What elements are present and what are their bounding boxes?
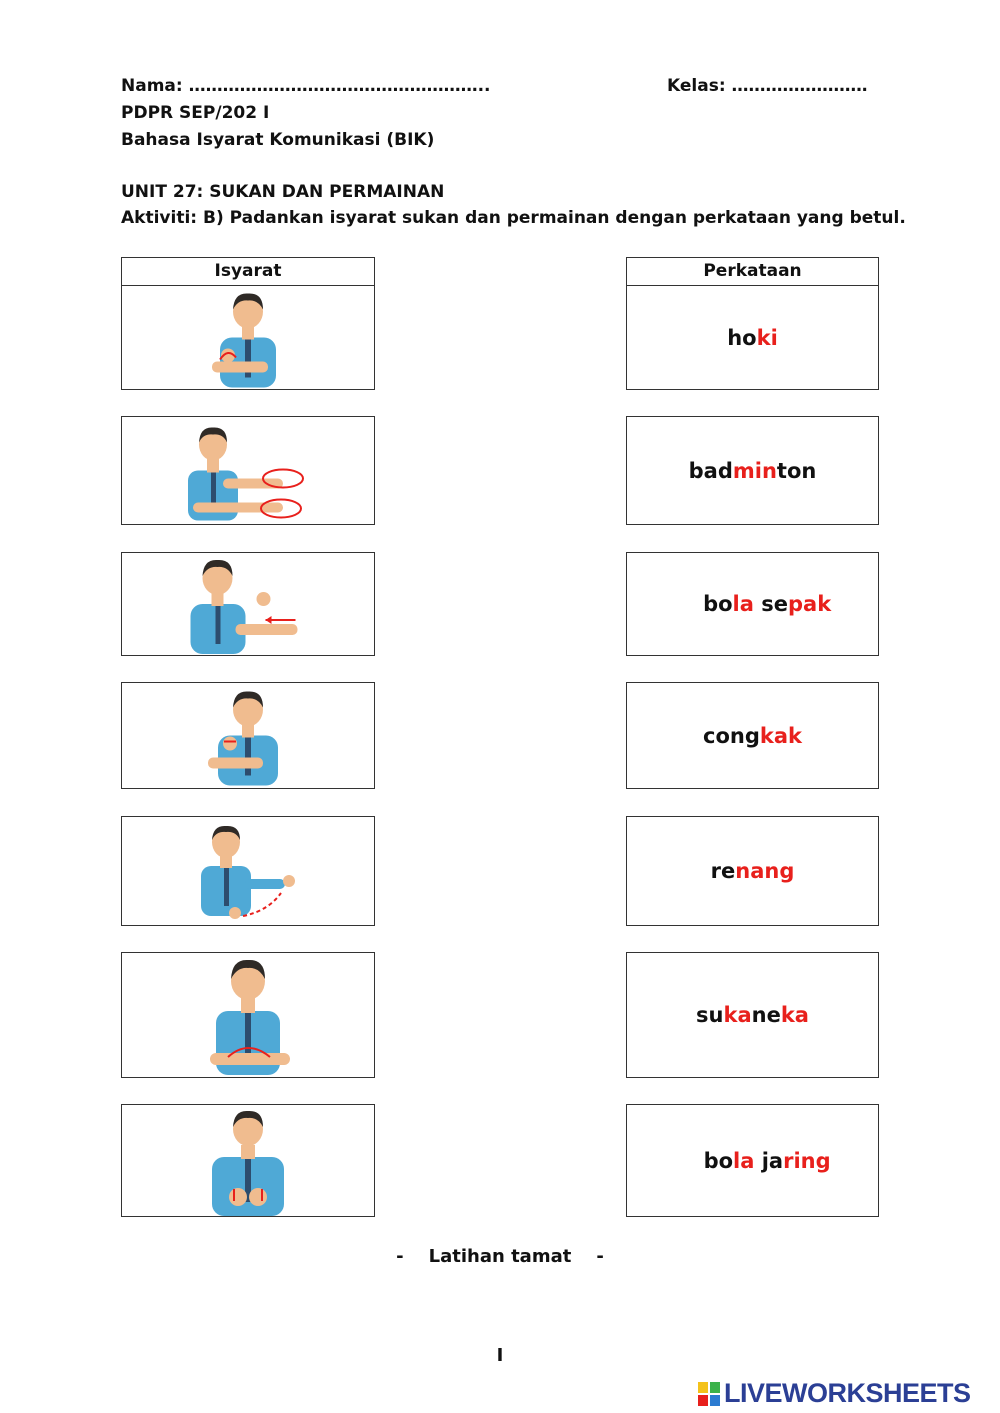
activity-instruction: Aktiviti: B) Padankan isyarat sukan dan permainan dengan perkataan yang betul. xyxy=(121,208,906,228)
word-box-sukaneka[interactable] xyxy=(626,952,879,1078)
session-label: PDPR SEP/202 I xyxy=(121,103,270,123)
sign-image-box[interactable] xyxy=(121,952,375,1078)
word-label: hoki xyxy=(727,325,778,350)
sign-figure xyxy=(198,286,298,389)
sign-image-box[interactable] xyxy=(121,552,375,656)
sign-image-box[interactable] xyxy=(121,816,375,926)
page-number: I xyxy=(496,1345,504,1366)
word-label: badminton xyxy=(688,458,817,483)
sign-image-box[interactable] xyxy=(121,285,375,390)
word-label: sukaneka xyxy=(696,1003,809,1027)
class-field-label: Kelas: …………………… xyxy=(667,76,868,96)
sign-figure xyxy=(198,953,298,1077)
word-box-renang[interactable] xyxy=(626,816,879,926)
unit-title: UNIT 27: SUKAN DAN PERMAINAN xyxy=(121,182,445,202)
sign-image-box[interactable] xyxy=(121,416,375,525)
word-label: bola sepak xyxy=(703,592,832,616)
end-of-exercise-text: - Latihan tamat - xyxy=(396,1246,604,1267)
word-box-badminton[interactable] xyxy=(626,416,879,525)
word-box-hoki[interactable] xyxy=(626,285,879,390)
subject-label: Bahasa Isyarat Komunikasi (BIK) xyxy=(121,130,435,150)
sign-image-box[interactable] xyxy=(121,1104,375,1217)
word-label: bola jaring xyxy=(703,1148,831,1173)
word-box-congkak[interactable] xyxy=(626,682,879,789)
sign-figure xyxy=(198,683,298,788)
word-box-bola-sepak[interactable] xyxy=(626,552,879,656)
liveworksheets-brand xyxy=(698,1378,971,1409)
word-label: congkak xyxy=(703,723,802,748)
sign-figure xyxy=(198,1105,298,1216)
column-header-isyarat: Isyarat xyxy=(121,257,375,286)
sign-image-box[interactable] xyxy=(121,682,375,789)
sign-figure xyxy=(183,417,313,524)
name-field-label: Nama: …………………………………………….. xyxy=(121,76,491,96)
sign-figure xyxy=(186,553,311,655)
word-label: renang xyxy=(710,859,795,883)
brand-name: LIVEWORKSHEETS xyxy=(724,1378,971,1408)
word-box-bola-jaring[interactable] xyxy=(626,1104,879,1217)
liveworksheets-logo-icon xyxy=(698,1382,720,1406)
sign-figure xyxy=(193,817,303,925)
column-header-perkataan: Perkataan xyxy=(626,257,879,286)
